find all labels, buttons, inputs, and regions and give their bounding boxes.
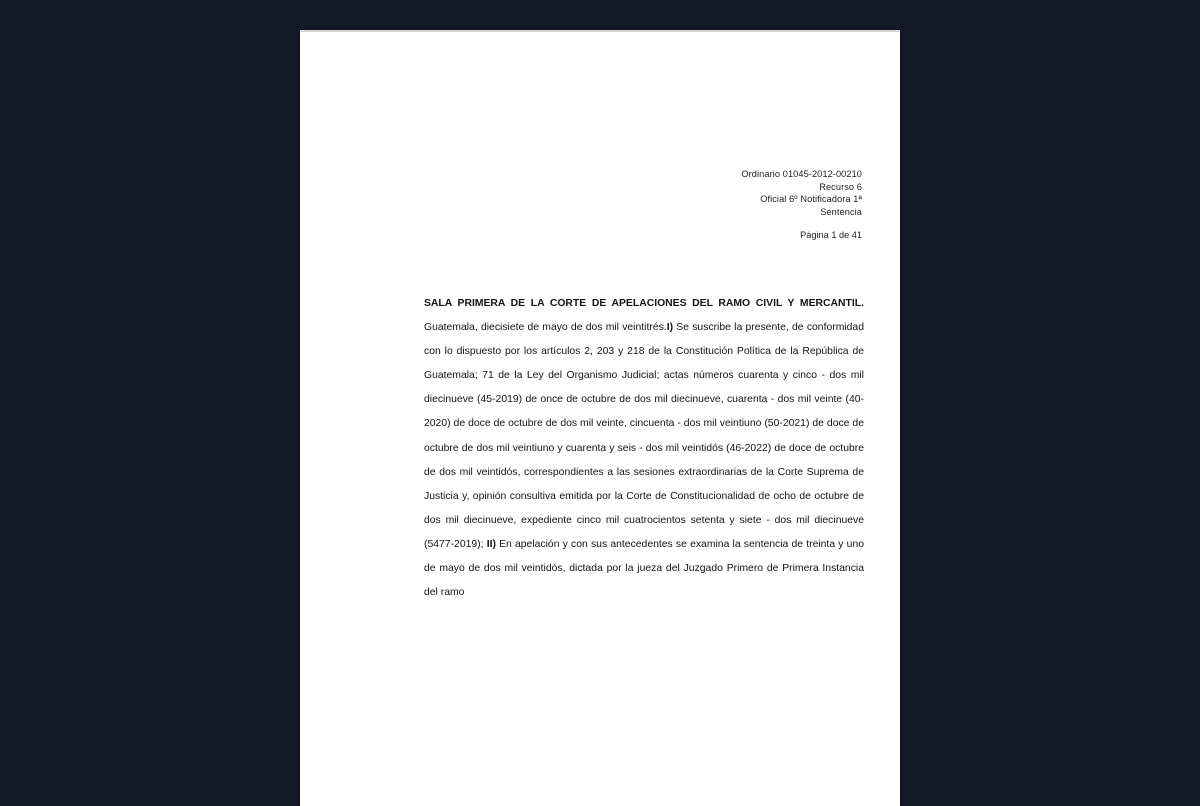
section-one-text: Se suscribe la presente, de conformidad con lo dispuesto por los artículos 2, 203 y 218 de la Constitución Política de la República de Guatemala; 71 de la Ley del Organismo Judicial; actas números cuarenta y cinco - dos mil diecinueve (45-2019) de once de octubre de dos mil diecinueve, cuarenta - dos mil veinte (40-2020) de doce de octubre de dos mil veinte, cincuenta - dos mil veintiuno (50-2021) de doce de octubre de dos mil veintiuno y cuarenta y seis - dos mil veintidós (46-2022) de doce de octubre de dos mil veintidós, correspondientes a las sesiones extraordinarias de la Corte Suprema de Justicia y, opinión consultiva emitida por la Corte de Constitucionalidad de ocho de octubre de dos mil diecinueve, expediente cinco mil cuatrocientos setenta y siete - dos mil diecinueve (5477-2019);	[424, 322, 864, 550]
header-document-type: Sentencia	[820, 206, 862, 217]
body-paragraph	[424, 292, 864, 605]
document-body	[424, 292, 864, 605]
page-content-area	[424, 30, 864, 806]
document-page	[300, 30, 900, 806]
header-oficial-notificadora: Oficial 6º Notificadora 1ª	[760, 194, 862, 205]
document-header-block	[424, 168, 862, 218]
section-one-marker: I)	[666, 322, 674, 334]
court-name: SALA PRIMERA DE LA CORTE DE APELACIONES DEL RAMO CIVIL Y MERCANTIL.	[424, 298, 864, 309]
page-counter: Página 1 de 41	[800, 230, 862, 240]
header-case-number: Ordinario 01045-2012-00210	[741, 169, 862, 179]
header-recurso: Recurso 6	[819, 181, 862, 192]
section-two-marker: II)	[486, 538, 496, 550]
section-two-text: En apelación y con sus antecedentes se examina la sentencia de treinta y uno de mayo de dos mil veintidós, dictada por la jueza del Juzgado Primero de Primera Instancia del ramo	[424, 538, 864, 599]
place-and-date: Guatemala, diecisiete de mayo de dos mil veintitrés.	[424, 322, 667, 334]
